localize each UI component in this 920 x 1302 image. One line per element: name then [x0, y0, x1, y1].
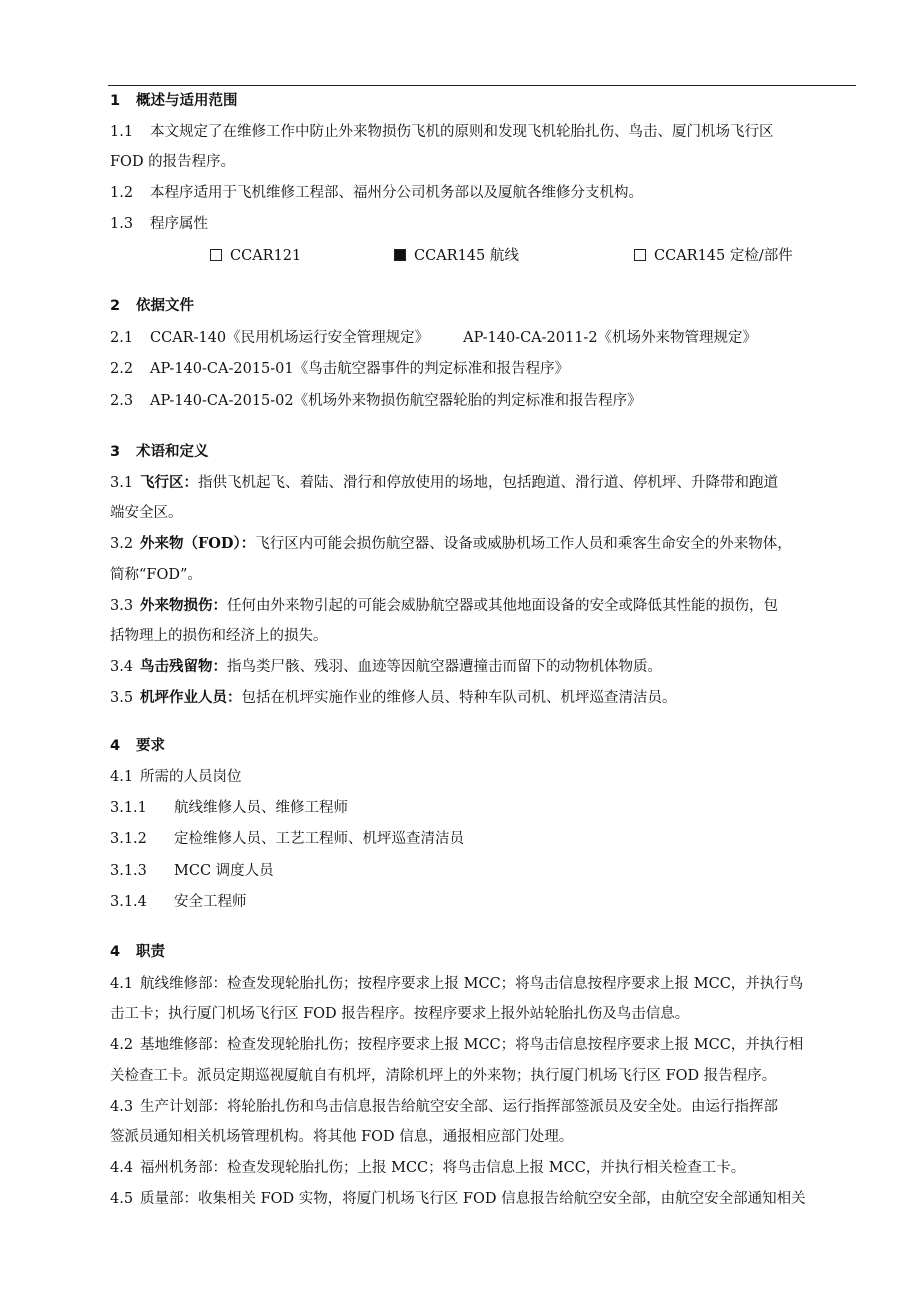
- ref-2-3: 2.3 AP-140-CA-2015-02《机场外来物损伤航空器轮胎的判定标准和报告程序》: [110, 393, 642, 409]
- attr-ccar121[interactable]: CCAR121: [210, 246, 301, 266]
- unchecked-box-icon[interactable]: [634, 249, 646, 261]
- section-2-heading: 2 依据文件: [110, 298, 194, 314]
- duty-4-3: 4.3 生产计划部：将轮胎扎伤和鸟击信息报告给航空安全部、运行指挥部签派员及安全处。由运行指挥部: [110, 1099, 778, 1115]
- unchecked-box-icon[interactable]: [210, 249, 222, 261]
- def-3-1-cont: 端安全区。: [110, 505, 183, 521]
- duty-4-1-cont: 击工卡；执行厦门机场飞行区 FOD 报告程序。按程序要求上报外站轮胎扎伤及鸟击信息。: [110, 1006, 690, 1022]
- duty-4-2: 4.2 基地维修部：检查发现轮胎扎伤；按程序要求上报 MCC；将鸟击信息按程序要求上报 MCC，并执行相: [110, 1037, 804, 1053]
- def-3-3: 3.3 外来物损伤：任何由外来物引起的可能会威胁航空器或其他地面设备的安全或降低其性能的损伤，包: [110, 597, 778, 614]
- duty-4-2-cont: 关检查工卡。派员定期巡视厦航自有机坪，清除机坪上的外来物；执行厦门机场飞行区 FOD 报告程序。: [110, 1068, 777, 1084]
- duty-4-5: 4.5 质量部：收集相关 FOD 实物，将厦门机场飞行区 FOD 信息报告给航空安全部，由航空安全部通知相关: [110, 1191, 806, 1207]
- def-3-4: 3.4 鸟击残留物：指鸟类尸骸、残羽、血迹等因航空器遭撞击而留下的动物机体物质。: [110, 658, 662, 675]
- para-1-2: 1.2 本程序适用于飞机维修工程部、福州分公司机务部以及厦航各维修分支机构。: [110, 185, 643, 201]
- role-3-1-2: 3.1.2 定检维修人员、工艺工程师、机坪巡查清洁员: [110, 831, 464, 847]
- role-3-1-3: 3.1.3 MCC 调度人员: [110, 863, 274, 879]
- ref-2-2: 2.2 AP-140-CA-2015-01《鸟击航空器事件的判定标准和报告程序》: [110, 361, 570, 377]
- role-3-1-4: 3.1.4 安全工程师: [110, 894, 247, 910]
- duty-4-4: 4.4 福州机务部：检查发现轮胎扎伤；上报 MCC；将鸟击信息上报 MCC，并执行相关检查工卡。: [110, 1160, 746, 1176]
- def-3-2: 3.2 外来物（FOD）：飞行区内可能会损伤航空器、设备或威胁机场工作人员和乘客生命安全的外来物体，: [110, 535, 792, 552]
- duty-4-1: 4.1 航线维修部：检查发现轮胎扎伤；按程序要求上报 MCC；将鸟击信息按程序要求上报 MCC，并执行鸟: [110, 976, 804, 992]
- def-3-1: 3.1 飞行区：指供飞机起飞、着陆、滑行和停放使用的场地，包括跑道、滑行道、停机坪、升降带和跑道: [110, 474, 778, 491]
- section-4-heading: 4 要求: [110, 738, 165, 754]
- ref-2-1: 2.1 CCAR-140《民用机场运行安全管理规定》 AP-140-CA-2011-2《机场外来物管理规定》: [110, 330, 758, 346]
- section-3-heading: 3 术语和定义: [110, 444, 209, 460]
- para-1-1-cont: FOD 的报告程序。: [110, 154, 236, 170]
- header-rule: [108, 85, 856, 86]
- def-3-5: 3.5 机坪作业人员：包括在机坪实施作业的维修人员、特种车队司机、机坪巡查清洁员。: [110, 689, 677, 706]
- checked-box-icon[interactable]: [394, 249, 406, 261]
- section-duties-heading: 4 职责: [110, 944, 165, 960]
- def-3-3-cont: 括物理上的损伤和经济上的损失。: [110, 628, 328, 644]
- role-3-1-1: 3.1.1 航线维修人员、维修工程师: [110, 800, 348, 816]
- para-1-1: 1.1 本文规定了在维修工作中防止外来物损伤飞机的原则和发现飞机轮胎扎伤、鸟击、厦门机场飞行区: [110, 124, 774, 140]
- attr-ccar145-check[interactable]: CCAR145 定检/部件: [634, 246, 793, 266]
- section-1-heading: 1 概述与适用范围: [110, 93, 238, 109]
- def-3-2-cont: 简称“FOD”。: [110, 567, 202, 583]
- para-1-3: 1.3 程序属性: [110, 216, 208, 232]
- duty-4-3-cont: 签派员通知相关机场管理机构。将其他 FOD 信息，通报相应部门处理。: [110, 1129, 574, 1145]
- attr-ccar145-line[interactable]: CCAR145 航线: [394, 246, 519, 266]
- req-4-1: 4.1 所需的人员岗位: [110, 769, 242, 785]
